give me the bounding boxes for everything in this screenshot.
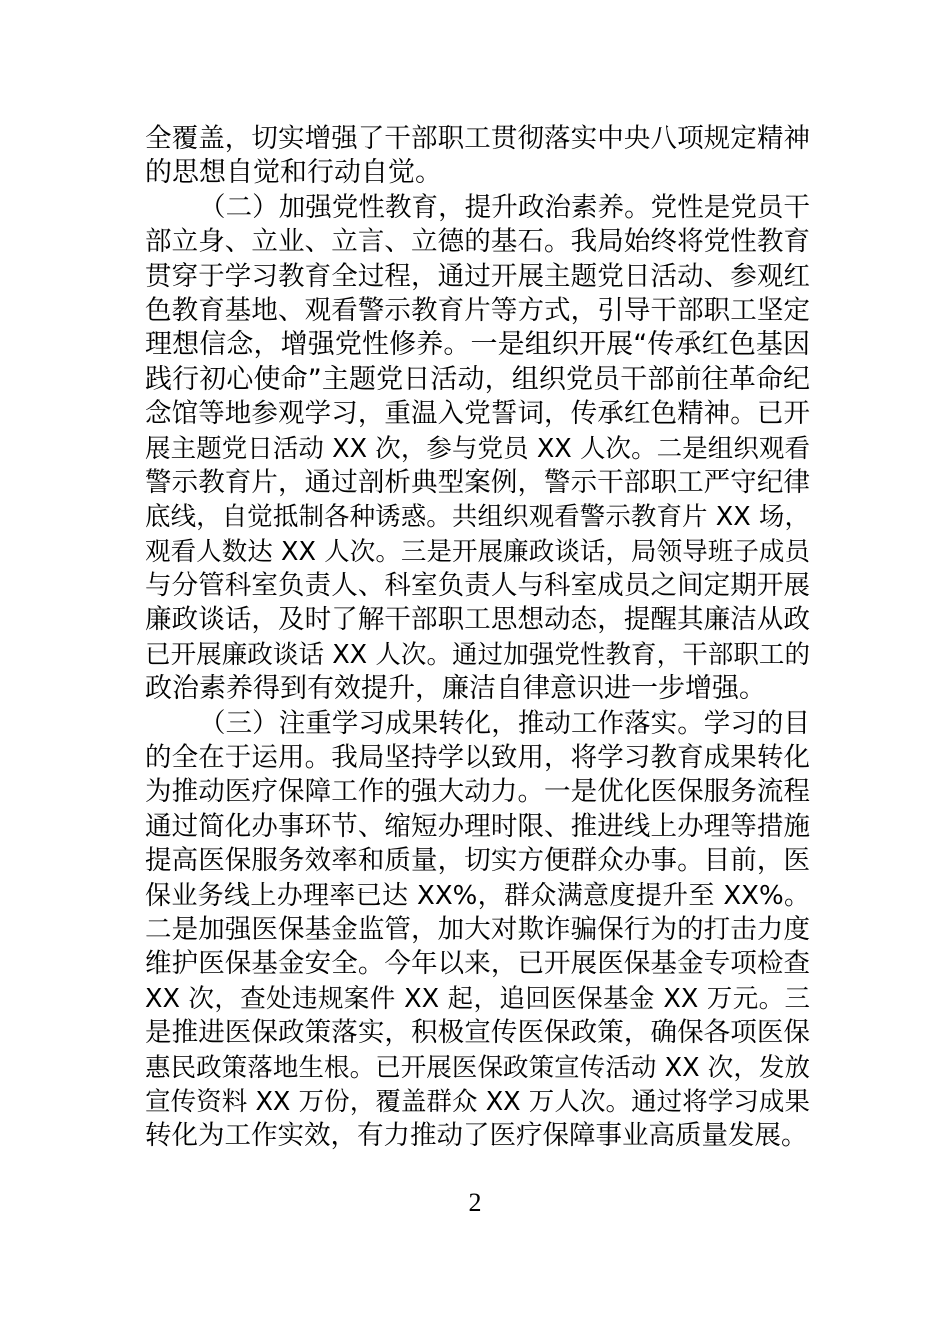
text-line: 展主题党日活动 XX 次，参与党员 XX 人次。二是组织观看 [145,433,810,464]
text-line: 已开展廉政谈话 XX 人次。通过加强党性教育，干部职工的 [145,639,810,670]
text-line: 是推进医保政策落实，积极宣传医保政策，确保各项医保 [145,1017,810,1049]
body-text [145,122,810,1154]
text-line: 转化为工作实效，有力推动了医疗保障事业高质量发展。 [145,1120,808,1152]
section-heading-line: （三）注重学习成果转化，推动工作落实。学习的目 [199,707,810,739]
text-line: 色教育基地、观看警示教育片等方式，引导干部职工坚定 [145,294,810,326]
text-line: 通过简化办事环节、缩短办理时限、推进线上办理等措施 [145,810,810,842]
text-line: 惠民政策落地生根。已开展医保政策宣传活动 XX 次，发放 [145,1052,810,1083]
text-line: 念馆等地参观学习，重温入党誓词，传承红色精神。已开 [145,398,810,430]
text-line: 二是加强医保基金监管，加大对欺诈骗保行为的打击力度 [145,913,810,945]
text-line: 廉政谈话，及时了解干部职工思想动态，提醒其廉洁从政 [145,604,810,636]
text-line: 保业务线上办理率已达 XX%，群众满意度提升至 XX%。 [145,880,810,911]
text-line: 宣传资料 XX 万份，覆盖群众 XX 万人次。通过将学习成果 [145,1086,810,1117]
section-heading-line: （二）加强党性教育，提升政治素养。党性是党员干 [199,191,810,223]
text-line: 全覆盖，切实增强了干部职工贯彻落实中央八项规定精神 [145,123,810,154]
text-line: 警示教育片，通过剖析典型案例，警示干部职工严守纪律 [145,466,810,498]
text-line: 贯穿于学习教育全过程，通过开展主题党日活动、参观红 [145,260,810,292]
text-line: 提高医保服务效率和质量，切实方便群众办事。目前，医 [145,845,810,877]
text-line: 底线，自觉抵制各种诱惑。共组织观看警示教育片 XX 场， [145,502,810,533]
text-line: 的思想自觉和行动自觉。 [145,157,442,189]
text-line: 维护医保基金安全。今年以来，已开展医保基金专项检查 [145,948,810,980]
text-line: 政治素养得到有效提升，廉洁自律意识进一步增强。 [145,673,766,705]
text-line: 践行初心使命”主题党日活动，组织党员干部前往革命纪 [145,363,810,395]
text-line: 与分管科室负责人、科室负责人与科室成员之间定期开展 [145,570,810,602]
text-line: 观看人数达 XX 人次。三是开展廉政谈话，局领导班子成员 [145,536,810,567]
text-line: XX 次，查处违规案件 XX 起，追回医保基金 XX 万元。三 [145,983,810,1014]
text-line: 理想信念，增强党性修养。一是组织开展“传承红色基因 [145,329,810,361]
text-line: 的全在于运用。我局坚持学以致用，将学习教育成果转化 [145,742,810,774]
page-number: 2 [468,1188,482,1217]
text-line: 为推动医疗保障工作的强大动力。一是优化医保服务流程 [145,776,810,808]
text-line: 部立身、立业、立言、立德的基石。我局始终将党性教育 [145,226,810,258]
